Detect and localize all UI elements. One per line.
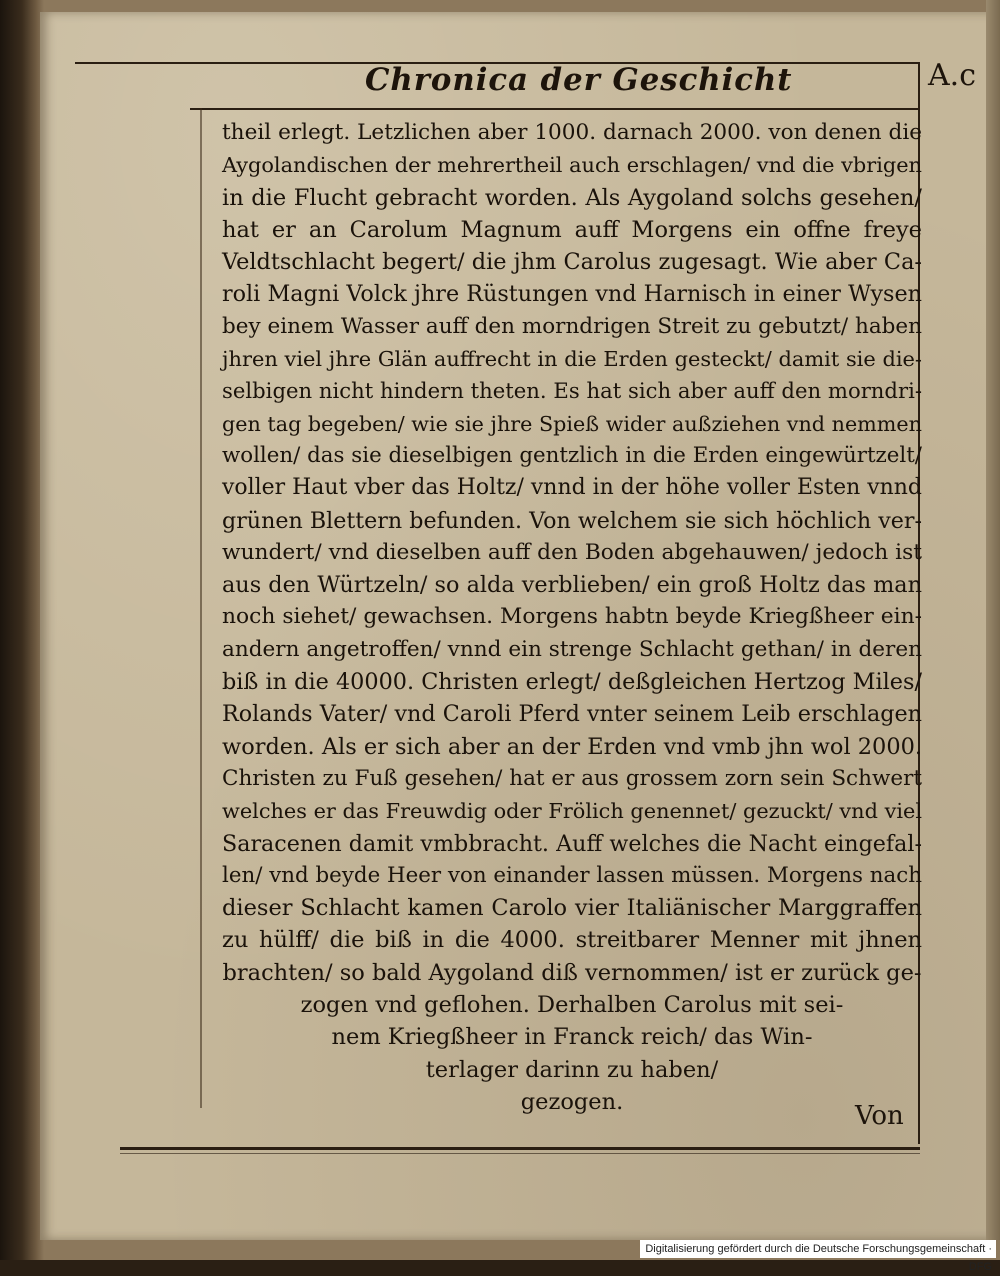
text-line: zogen vnd geflohen. Derhalben Carolus mit sei-	[300, 992, 844, 1019]
frame-rule-left	[200, 108, 202, 1108]
running-title: Chronica der Geschicht	[365, 62, 793, 98]
text-line: gezogen.	[520, 1088, 624, 1115]
text-line: selbigen nicht hindern theten. Es hat sich aber auff den morndri-	[222, 378, 922, 404]
text-line: hat er an Carolum Magnum auff Morgens ein offne freye	[222, 216, 922, 243]
text-line: nem Kriegßheer in Franck reich/ das Win-	[331, 1024, 813, 1051]
footer-rule-thin	[120, 1153, 920, 1154]
text-line: brachten/ so bald Aygoland diß vernommen/ ist er zurück ge-	[222, 959, 922, 986]
header-rule-bottom	[190, 108, 920, 110]
text-line: wundert/ vnd dieselben auff den Boden abgehauwen/ jedoch ist	[222, 539, 922, 565]
signature-mark: A.c	[928, 58, 977, 93]
text-line: aus den Würtzeln/ so alda verblieben/ ein groß Holtz das man	[222, 572, 922, 599]
text-line: jhren viel jhre Glän auffrecht in die Erden gesteckt/ damit sie die-	[222, 347, 922, 372]
text-line: roli Magni Volck jhre Rüstungen vnd Harnisch in einer Wysen	[222, 281, 922, 308]
text-line: noch siehet/ gewachsen. Morgens habtn beyde Kriegßheer ein-	[222, 604, 922, 630]
text-line: in die Flucht gebracht worden. Als Aygoland solchs gesehen/	[222, 184, 922, 211]
text-line: len/ vnd beyde Heer von einander lassen müssen. Morgens nach	[222, 862, 922, 888]
text-line: Rolands Vater/ vnd Caroli Pferd vnter seinem Leib erschlagen	[222, 701, 922, 728]
text-line: biß in die 40000. Christen erlegt/ deßgleichen Hertzog Miles/	[222, 669, 922, 696]
text-line: dieser Schlacht kamen Carolo vier Italiänischer Marggraffen	[222, 895, 922, 922]
digitization-credit: Digitalisierung gefördert durch die Deutsche Forschungsgemeinschaft · DFG	[640, 1240, 996, 1258]
body-text	[222, 117, 922, 1118]
text-line: zu hülff/ die biß in die 4000. streitbarer Menner mit jhnen	[222, 927, 922, 954]
text-line: Veldtschlacht begert/ die jhm Carolus zugesagt. Wie aber Ca-	[222, 249, 922, 276]
text-line: voller Haut vber das Holtz/ vnnd in der höhe voller Esten vnnd	[222, 475, 922, 501]
text-line: andern angetroffen/ vnnd ein strenge Schlacht gethan/ in deren	[222, 636, 922, 662]
text-line: bey einem Wasser auff den morndrigen Streit zu gebutzt/ haben	[222, 313, 922, 339]
text-line: Christen zu Fuß gesehen/ hat er aus grossem zorn sein Schwert	[222, 765, 922, 791]
text-line: Saracenen damit vmbbracht. Auff welches die Nacht eingefal-	[222, 830, 922, 857]
text-line: theil erlegt. Letzlichen aber 1000. darnach 2000. von denen die	[222, 120, 922, 145]
text-line: welches er das Freuwdig oder Frölich genennet/ gezuckt/ vnd viel	[222, 799, 922, 824]
text-line: worden. Als er sich aber an der Erden vnd vmb jhn wol 2000.	[222, 733, 922, 760]
text-line: gen tag begeben/ wie sie jhre Spieß wider außziehen vnd nemmen	[222, 411, 922, 436]
text-line: grünen Blettern befunden. Von welchem sie sich höchlich ver-	[222, 507, 922, 534]
page-edge	[986, 0, 1000, 1240]
text-line: wollen/ das sie dieselbigen gentzlich in die Erden eingewürtzelt/	[222, 442, 922, 468]
text-line: terlager darinn zu haben/	[425, 1056, 719, 1083]
text-line: Aygolandischen der mehrertheil auch erschlagen/ vnd die vbrigen	[222, 153, 922, 178]
catchword: Von	[855, 1101, 904, 1131]
footer-rule	[120, 1147, 920, 1150]
